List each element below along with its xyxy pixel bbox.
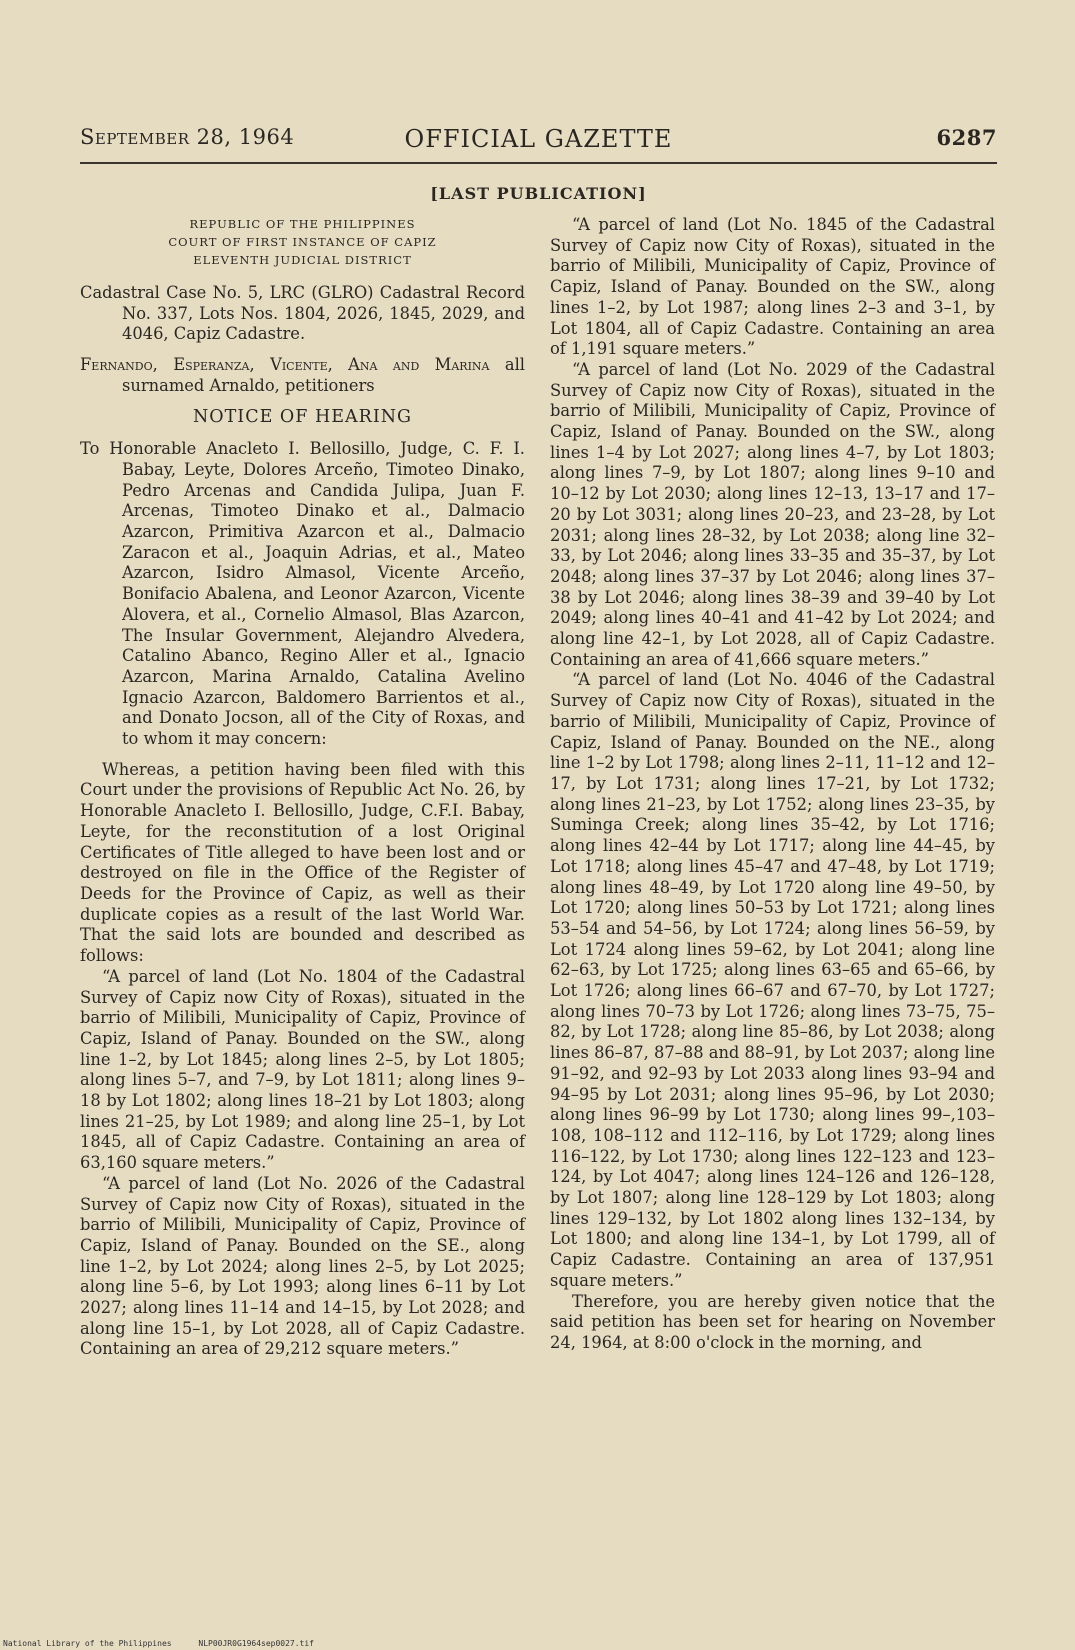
court-line-republic: REPUBLIC OF THE PHILIPPINES — [189, 217, 416, 231]
petitioner-rest: all surnamed Arnaldo, petitioners — [122, 355, 525, 395]
petitioner-names: Fernando, Esperanza, Vicente, Ana and Marina — [80, 355, 490, 375]
petitioners — [80, 355, 525, 396]
whereas-paragraph: Whereas, a petition having been filed with this Court under the provisions of Republic Act No. 26, by Honorable Anacleto I. Bellosillo, Judge, C.F.I. Babay, Leyte, for the reconstitution of a lost Original Certificates of Title alleged to have been lost and or destroyed on file in the Office of the Register of Deeds for the Province of Capiz, as well as their duplicate copies as a result of the last World War. That the said lots are bounded and described as follows: — [80, 759, 525, 966]
lot-1845-description: “A parcel of land (Lot No. 1845 of the Cadastral Survey of Capiz now City of Roxas), situated in the barrio of Milibili, Municipality of Capiz, Province of Capiz, Island of Panay. Bounded on the SW., along lines 1–2, by Lot 1987; along lines 2–3 and 3–1, by Lot 1804, all of Capiz Cadastre. Containing an area of 1,191 square meters.” — [550, 215, 995, 359]
footer-library: National Library of the Philippines — [3, 1639, 172, 1648]
notice-title: NOTICE OF HEARING — [192, 406, 413, 427]
header-rule — [80, 162, 997, 164]
last-publication-banner: [LAST PUBLICATION] — [430, 184, 647, 203]
court-heading — [80, 215, 525, 269]
scan-footer — [3, 1639, 336, 1648]
footer-file: NLP00JR0G1964sep0027.tif — [198, 1639, 314, 1648]
court-line-court: COURT OF FIRST INSTANCE OF CAPIZ — [168, 235, 437, 249]
lot-2029-description: “A parcel of land (Lot No. 2029 of the Cadastral Survey of Capiz now City of Roxas), situated in the barrio of Milibili, Municipality of Capiz, Province of Capiz, Island of Panay. Bounded on the SW., along lines 1–4 by Lot 2027; along lines 4–7, by Lot 1803; along lines 7–9, by Lot 1807; along lines 9–10 and 10–12 by Lot 2030; along lines 12–13, 13–17 and 17–20 by Lot 3031; along lines 20–23, and 23–28, by Lot 2031; along lines 28–32, by Lot 2038; along line 32–33, by Lot 2046; along lines 33–35 and 35–37, by Lot 2048; along lines 37–37 by Lot 2046; along lines 37–38 by Lot 2046; along lines 38–39 and 39–40 by Lot 2049; along lines 40–41 and 41–42 by Lot 2024; and along line 42–1, by Lot 2028, all of Capiz Cadastre. Containing an area of 41,666 square meters.” — [550, 359, 995, 669]
publication-title: OFFICIAL GAZETTE — [404, 125, 673, 153]
left-column — [80, 215, 525, 1360]
therefore-paragraph: Therefore, you are hereby given notice that the said petition has been set for hearing on November 24, 1964, at 8:00 o'clock in the morning, and — [550, 1291, 995, 1352]
right-column — [550, 215, 995, 1354]
page-header — [80, 125, 997, 155]
addressees: To Honorable Anacleto I. Bellosillo, Judge, C. F. I. Babay, Leyte, Dolores Arceño, Timoteo Dinako, Pedro Arcenas and Candida Julipa, Juan F. Arcenas, Timoteo Dinako et al., Dalmacio Azarcon, Primitiva Azarcon et al., Dalmacio Zaracon et al., Joaquin Adrias, et al., Mateo Azarcon, Isidro Almasol, Vicente Arceño, Bonifacio Abalena, and Leonor Azarcon, Vicente Alovera, et al., Cornelio Almasol, Blas Azarcon, The Insular Government, Alejandro Alvedera, Catalino Abanco, Regino Aller et al., Ignacio Azarcon, Marina Arnaldo, Catalina Avelino Ignacio Azarcon, Baldomero Barrientos et al., and Donato Jocson, all of the City of Roxas, and to whom it may concern: — [80, 439, 525, 749]
lot-4046-description: “A parcel of land (Lot No. 4046 of the Cadastral Survey of Capiz now City of Roxas), situated in the barrio of Milibili, Municipality of Capiz, Province of Capiz, Island of Panay. Bounded on the NE., along line 1–2 by Lot 1798; along lines 2–11, 11–12 and 12–17, by Lot 1731; along lines 17–21, by Lot 1732; along lines 21–23, by Lot 1752; along lines 23–35, by Suminga Creek; along lines 35–42, by Lot 1716; along lines 42–44 by Lot 1717; along line 44–45, by Lot 1718; along lines 45–47 and 47–48, by Lot 1719; along lines 48–49, by Lot 1720 along line 49–50, by Lot 1720; along lines 50–53 by Lot 1721; along lines 53–54 and 54–56, by Lot 1724; along lines 56–59, by Lot 1724 along lines 59–62, by Lot 2041; along line 62–63, by Lot 1725; along lines 63–65 and 65–66, by Lot 1726; along lines 66–67 and 67–70, by Lot 1727; along lines 70–73 by Lot 1726; along lines 73–75, 75–82, by Lot 1728; along line 85–86, by Lot 2038; along lines 86–87, 87–88 and 88–91, by Lot 2037; along line 91–92, and 92–93 by Lot 2033 along lines 93–94 and 94–95 by Lot 2031; along lines 95–96, by Lot 2030; along lines 96–99 by Lot 1730; along lines 99–,103–108, 108–112 and 112–116, by Lot 1729; along lines 116–122, by Lot 1730; along lines 122–123 and 123–124, by Lot 4047; along lines 124–126 and 126–128, by Lot 1807; along line 128–129 by Lot 1803; along lines 129–132, by Lot 1802 along lines 132–134, by Lot 1800; and along line 134–1, by Lot 1799, all of Capiz Cadastre. Containing an area of 137,951 square meters.” — [550, 670, 996, 1290]
lot-1804-description: “A parcel of land (Lot No. 1804 of the Cadastral Survey of Capiz now City of Roxas), situated in the barrio of Milibili, Municipality of Capiz, Province of Capiz, Island of Panay. Bounded on the SW., along line 1–2, by Lot 1845; along lines 2–5, by Lot 1805; along lines 5–7, and 7–9, by Lot 1811; along lines 9–18 by Lot 1802; along lines 18–21 by Lot 1803; along lines 21–25, by Lot 1989; and along line 25–1, by Lot 1845, all of Capiz Cadastre. Containing an area of 63,160 square meters.” — [80, 966, 525, 1173]
lot-2026-description: “A parcel of land (Lot No. 2026 of the Cadastral Survey of Capiz now City of Roxas), situated in the barrio of Milibili, Municipality of Capiz, Province of Capiz, Island of Panay. Bounded on the SE., along line 1–2, by Lot 2024; along lines 2–5, by Lot 2025; along line 5–6, by Lot 1993; along lines 6–11 by Lot 2027; along lines 11–14 and 14–15, by Lot 2028; and along line 15–1, by Lot 2028, all of Capiz Cadastre. Containing an area of 29,212 square meters.” — [80, 1173, 525, 1359]
case-caption: Cadastral Case No. 5, LRC (GLRO) Cadastral Record No. 337, Lots Nos. 1804, 2026, 1845, 2029, and 4046, Capiz Cadastre. — [80, 283, 525, 344]
issue-date: September 28, 1964 — [80, 125, 295, 149]
court-line-district: ELEVENTH JUDICIAL DISTRICT — [193, 253, 412, 267]
page-number: 6287 — [936, 125, 997, 150]
